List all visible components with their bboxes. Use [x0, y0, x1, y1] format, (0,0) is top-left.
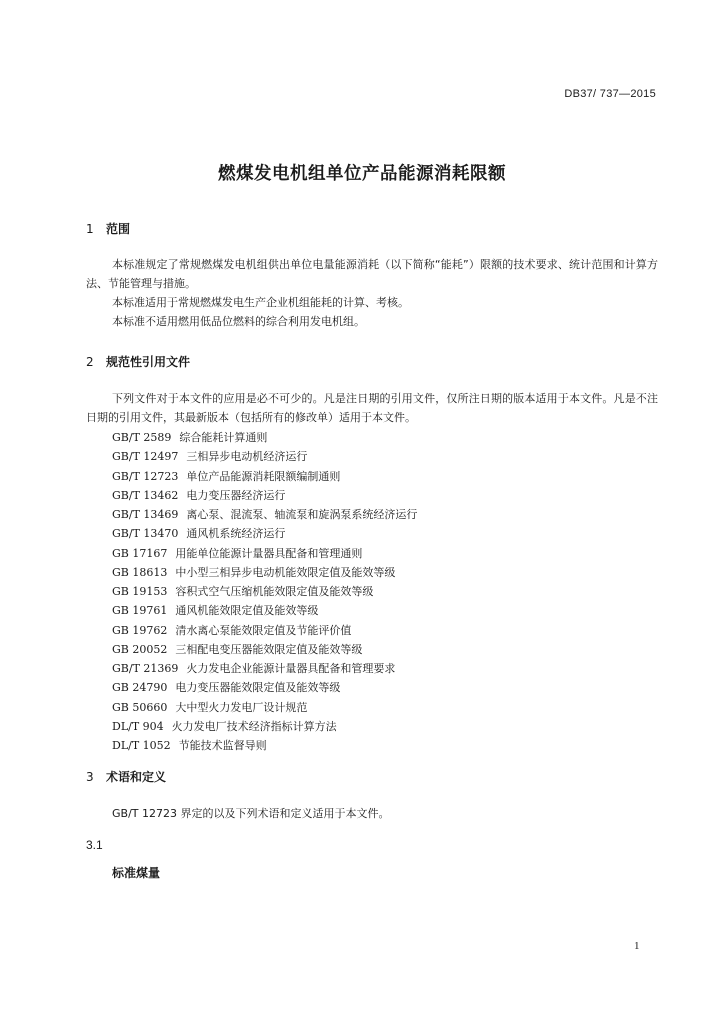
reference-item [112, 659, 417, 678]
reference-title: 节能技术监督导则 [178, 739, 267, 752]
reference-title: 电力变压器能效限定值及能效等级 [175, 681, 341, 695]
subsection-number: 3.1 [86, 838, 103, 852]
section-title: 范围 [106, 222, 131, 236]
reference-item [112, 601, 417, 620]
reference-item [112, 505, 417, 524]
term-heading: 标准煤量 [112, 866, 161, 880]
reference-title: 火力发电企业能源计量器具配备和管理要求 [186, 662, 396, 675]
reference-code: GB 18613 [112, 565, 168, 579]
section-number: 2 [86, 355, 94, 369]
reference-item [112, 698, 417, 717]
reference-title: 清水离心泵能效限定值及节能评价值 [175, 623, 352, 637]
reference-code: GB/T 2589 [112, 431, 172, 444]
section-1-paragraph-3: 本标准不适用燃用低品位燃料的综合利用发电机组。 [112, 315, 365, 328]
document-code: DB37/ 737—2015 [564, 88, 656, 100]
reference-code: GB 19762 [112, 623, 168, 637]
reference-code: GB 19761 [112, 604, 168, 618]
reference-title: 火力发电厂技术经济指标计算方法 [171, 719, 337, 733]
reference-code: GB 20052 [112, 642, 168, 656]
reference-title: 电力变压器经济运行 [186, 488, 286, 502]
reference-item [112, 486, 417, 505]
reference-title: 离心泵、混流泵、轴流泵和旋涡泵系统经济运行 [186, 508, 418, 521]
section-2-intro: 下列文件对于本文件的应用是必不可少的。凡是注日期的引用文件，仅所注日期的版本适用于本文件。凡是不注日期的引用文件，其最新版本（包括所有的修改单）适用于本文件。 [86, 392, 658, 424]
reference-code: DL/T 1052 [112, 739, 171, 752]
reference-title: 大中型火力发电厂设计规范 [175, 700, 308, 714]
reference-item [112, 524, 417, 543]
section-1-heading [86, 220, 130, 237]
reference-code: GB 50660 [112, 700, 168, 714]
reference-item [112, 447, 417, 466]
reference-item [112, 563, 417, 582]
section-number: 3 [86, 770, 94, 784]
section-1-paragraph-2: 本标准适用于常规燃煤发电生产企业机组能耗的计算、考核。 [112, 296, 409, 309]
reference-item [112, 428, 417, 447]
reference-item [112, 678, 417, 697]
reference-code: GB/T 13469 [112, 508, 179, 521]
reference-title: 中小型三相异步电动机能效限定值及能效等级 [175, 565, 396, 579]
reference-item [112, 467, 417, 486]
reference-code: GB/T 13470 [112, 527, 179, 541]
section-title: 规范性引用文件 [106, 355, 191, 369]
section-3-intro: GB/T 12723 界定的以及下列术语和定义适用于本文件。 [112, 807, 390, 820]
reference-item [112, 717, 417, 736]
section-2-heading [86, 353, 190, 370]
reference-code: DL/T 904 [112, 719, 164, 733]
page-number: 1 [634, 940, 640, 952]
reference-code: GB/T 21369 [112, 662, 179, 675]
reference-code: GB/T 13462 [112, 488, 179, 502]
document-title: 燃煤发电机组单位产品能源消耗限额 [218, 164, 506, 184]
reference-title: 用能单位能源计量器具配备和管理通则 [175, 546, 363, 560]
section-title: 术语和定义 [106, 770, 167, 784]
reference-item [112, 582, 417, 601]
reference-item [112, 736, 417, 755]
reference-title: 综合能耗计算通则 [179, 431, 268, 444]
reference-code: GB 24790 [112, 681, 168, 695]
reference-title: 通风机系统经济运行 [186, 527, 286, 541]
section-3-heading [86, 768, 166, 785]
reference-code: GB/T 12497 [112, 450, 179, 464]
reference-title: 通风机能效限定值及能效等级 [175, 604, 319, 618]
reference-title: 单位产品能源消耗限额编制通则 [186, 469, 341, 483]
reference-title: 三相配电变压器能效限定值及能效等级 [175, 642, 363, 656]
section-number: 1 [86, 222, 94, 236]
section-1-paragraph-1: 本标准规定了常规燃煤发电机组供出单位电量能源消耗（以下简称“能耗”）限额的技术要求、统计范围和计算方法、节能管理与措施。 [86, 258, 658, 290]
reference-title: 容积式空气压缩机能效限定值及能效等级 [175, 585, 374, 598]
reference-item [112, 544, 417, 563]
reference-code: GB 17167 [112, 546, 168, 560]
normative-references-list [112, 428, 417, 755]
reference-title: 三相异步电动机经济运行 [186, 450, 308, 464]
reference-code: GB/T 12723 [112, 469, 179, 483]
reference-item [112, 640, 417, 659]
reference-item [112, 621, 417, 640]
reference-code: GB 19153 [112, 585, 168, 598]
